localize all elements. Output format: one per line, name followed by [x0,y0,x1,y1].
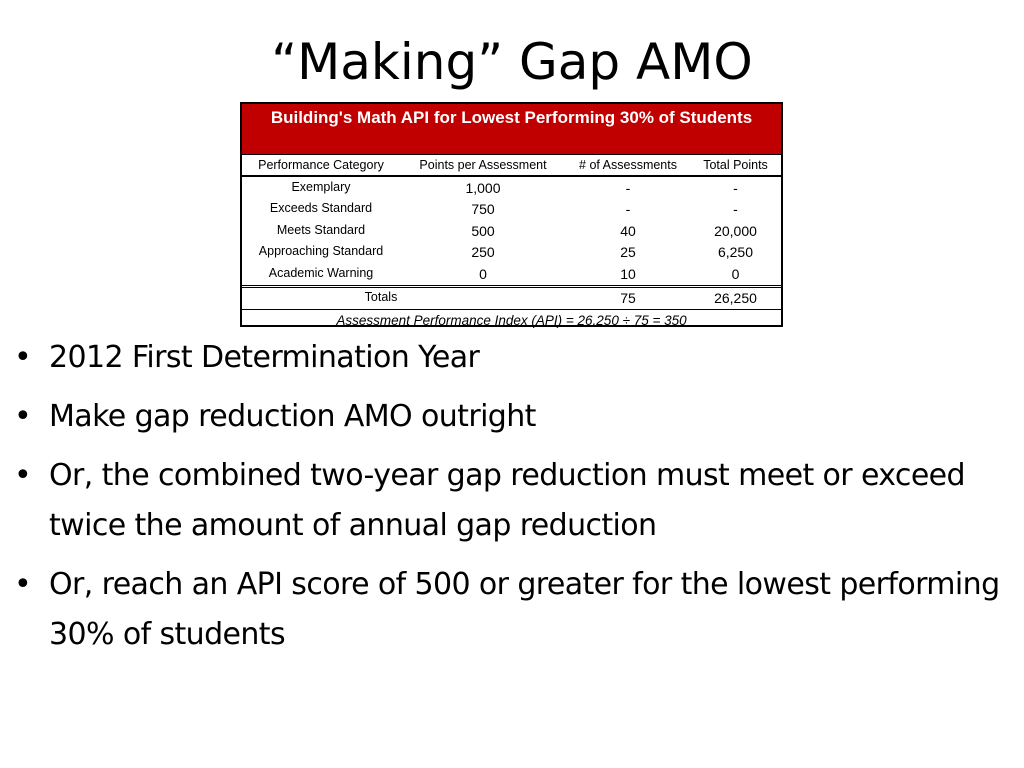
category-cell: Exemplary [291,180,351,194]
total-points-cell: 20,000 [714,222,757,239]
totals-empty-cell [520,288,566,309]
bullet-icon: • [14,399,32,434]
table-column-headers [242,154,781,177]
table-body [242,177,781,285]
points-cell: 750 [471,201,495,218]
bullet-text: Or, the combined two-year gap reduction must meet or exceed twice the amount of annual gap reduction [49,458,965,543]
total-points-cell: - [733,201,738,218]
bullet-icon: • [14,567,32,602]
api-table [240,102,783,327]
bullet-item [0,333,1024,383]
points-cell: 250 [471,244,495,261]
category-cell: Meets Standard [276,222,366,237]
category-cell: Exceeds Standard [269,201,373,216]
total-points-cell: 6,250 [717,244,754,261]
column-header-points-per-assessment: Points per Assessment [419,158,547,172]
bullet-icon: • [14,340,32,375]
bullet-item [0,451,1024,551]
points-cell: 500 [471,222,495,239]
bullet-item [0,392,1024,442]
api-formula: Assessment Performance Index (API) = 26,250 ÷ 75 = 350 [336,313,687,328]
bullet-item [0,560,1024,660]
table-row [242,264,781,285]
totals-label: Totals [364,290,398,304]
bullet-text: 2012 First Determination Year [49,340,480,375]
category-cell: Academic Warning [268,265,374,280]
bullet-text: Make gap reduction AMO outright [49,399,536,434]
totals-row [242,285,781,310]
table-row [242,199,781,220]
points-cell: 0 [479,265,487,282]
bullet-list [0,333,1024,669]
assessments-cell: 40 [620,222,636,239]
table-row [242,221,781,242]
column-header-performance-category: Performance Category [258,158,384,172]
total-points-cell: 0 [731,265,740,282]
table-row [242,178,781,199]
slide-title: “Making” Gap AMO [271,33,753,91]
totals-assessments: 75 [620,290,636,306]
bullet-icon: • [14,458,32,493]
points-cell: 1,000 [465,180,501,196]
assessments-cell: - [625,201,631,218]
totals-points: 26,250 [714,290,757,306]
table-header: Building's Math API for Lowest Performing 30% of Students [242,104,781,154]
category-cell: Approaching Standard [258,244,384,259]
table-row [242,242,781,263]
assessments-cell: 25 [620,244,636,261]
assessments-cell: 10 [620,265,636,282]
column-header-num-assessments: # of Assessments [579,158,677,172]
bullet-text: Or, reach an API score of 500 or greater for the lowest performing 30% of students [49,567,1000,652]
column-header-total-points: Total Points [703,158,768,172]
assessments-cell: - [625,180,631,196]
total-points-cell: - [733,180,738,196]
